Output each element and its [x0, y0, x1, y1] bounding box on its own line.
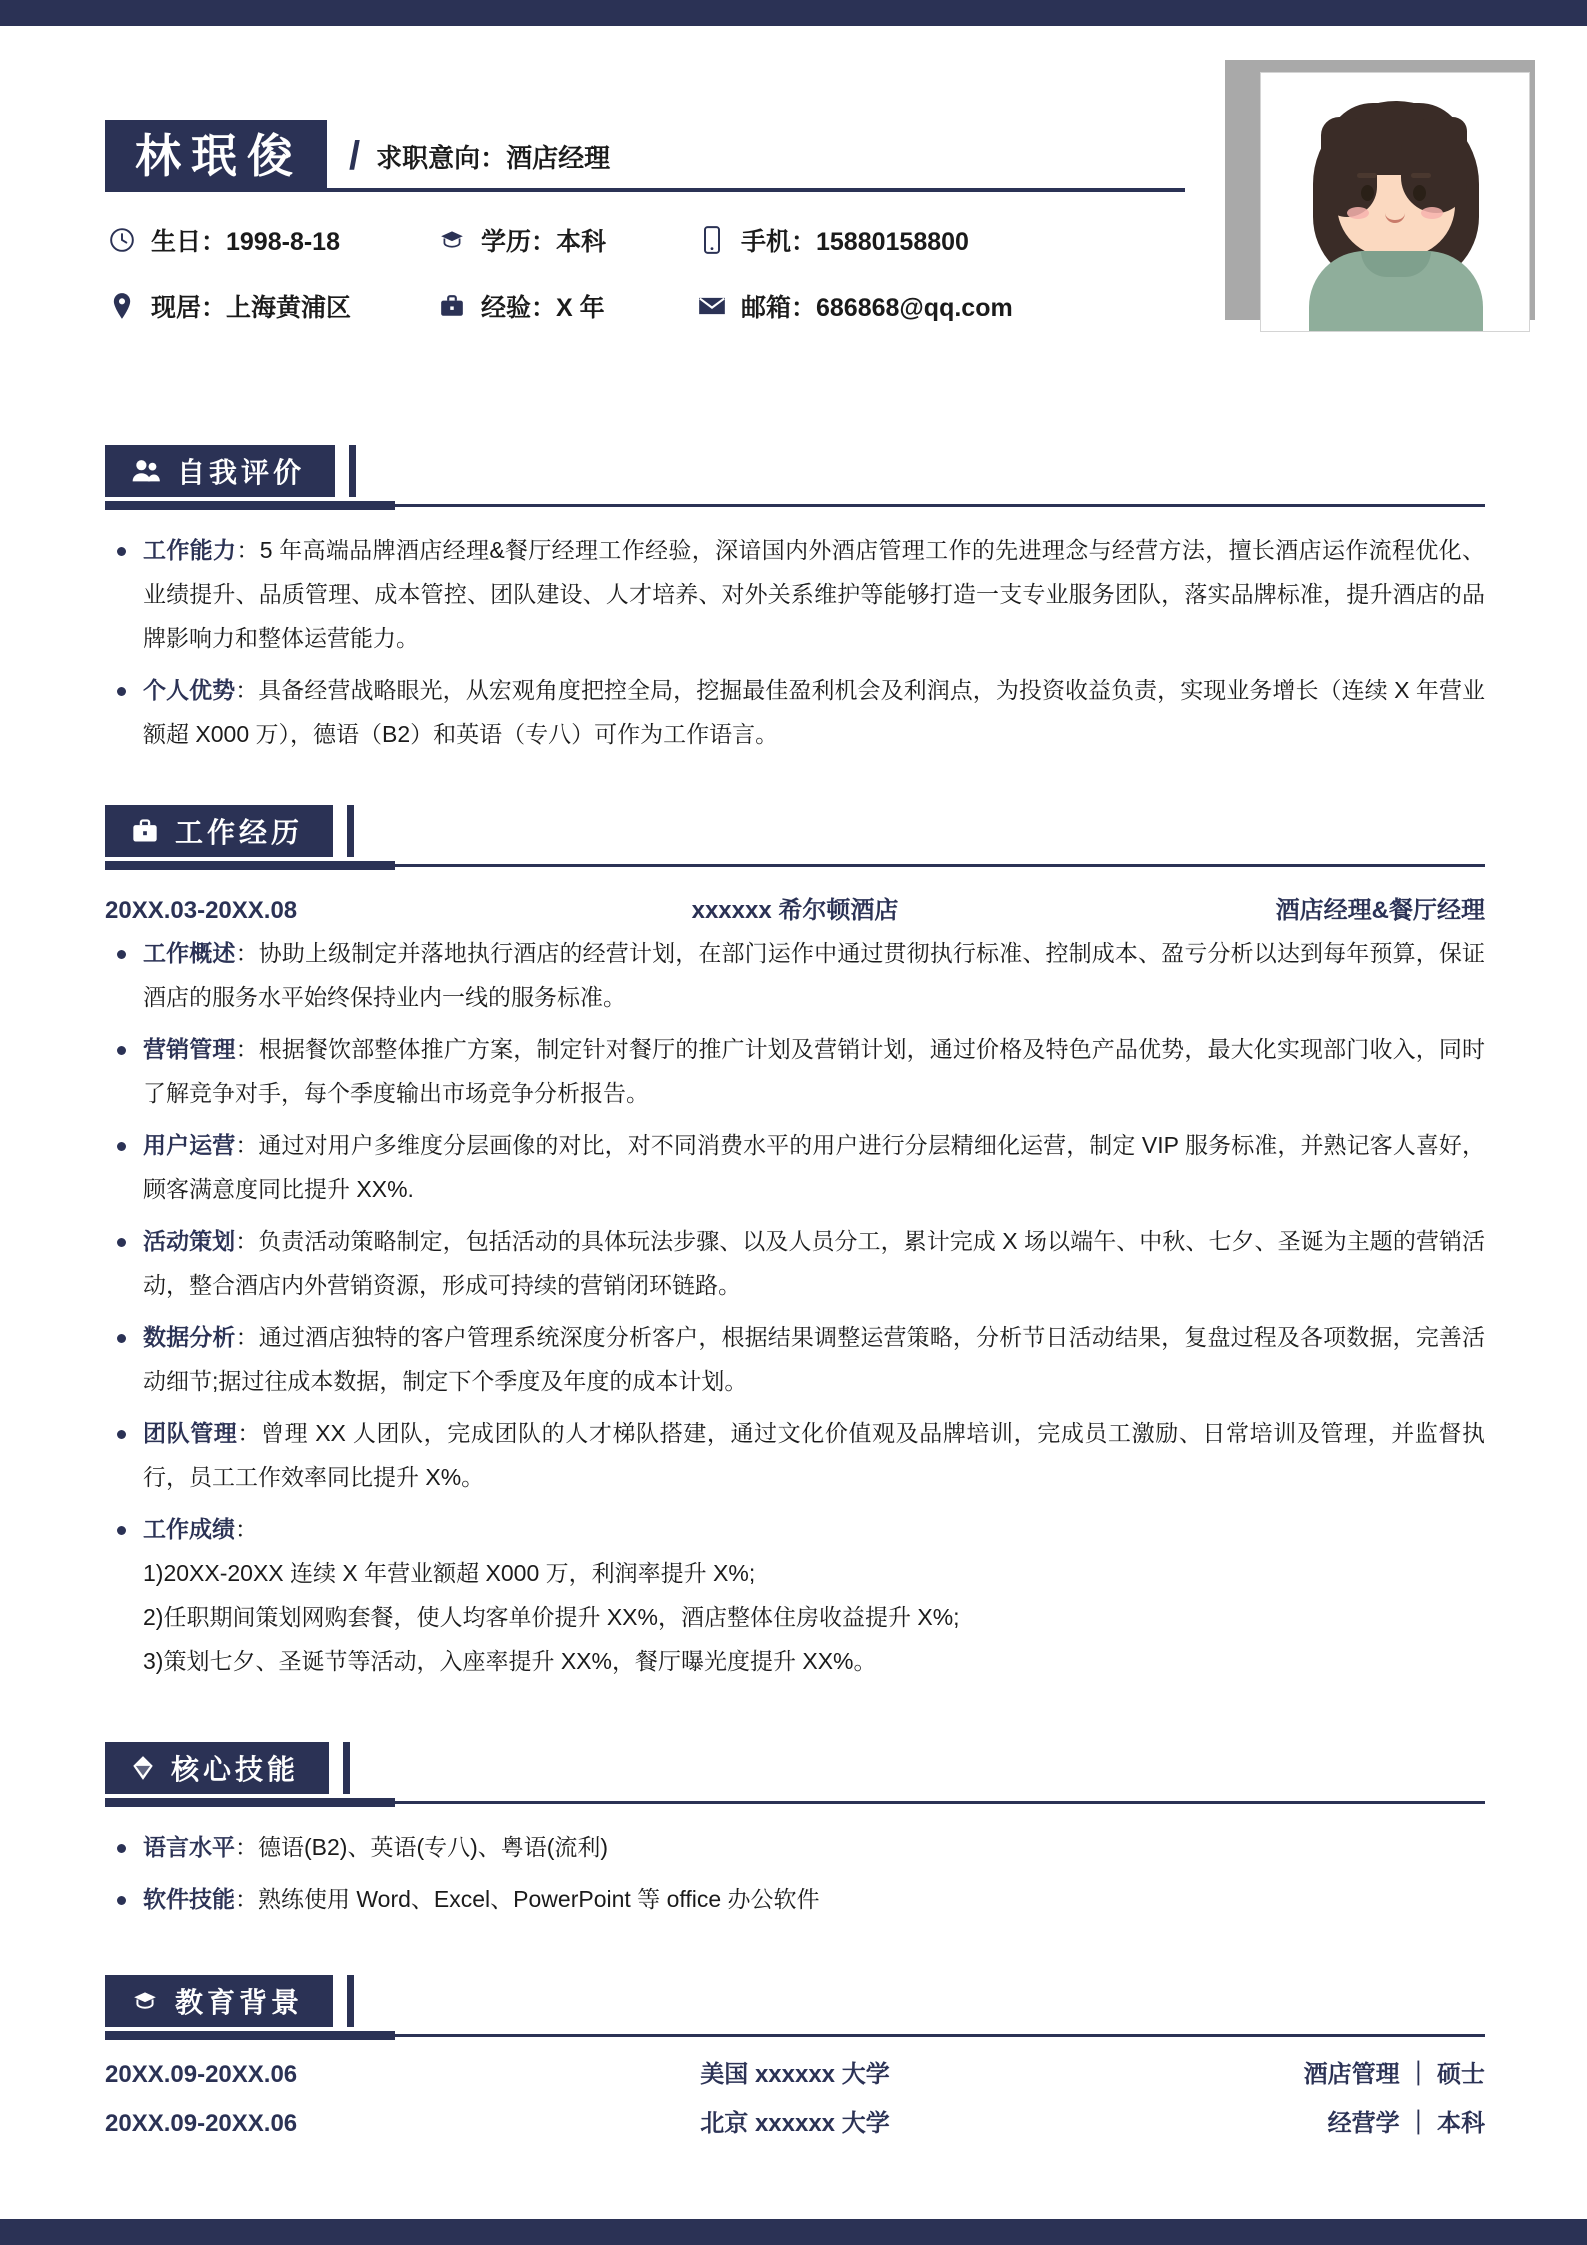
graduation-cap-icon: [435, 227, 469, 253]
list-item: [105, 931, 1485, 1019]
avatar-hair-left: [1321, 117, 1377, 217]
job-title: 酒店经理&餐厅经理: [1275, 897, 1485, 924]
bullet-label: 工作概述: [143, 940, 236, 966]
envelope-icon: [695, 295, 729, 317]
core-skills-title-chip: [105, 1742, 329, 1794]
education-dates: 20XX.09-20XX.06: [105, 2110, 298, 2137]
self-evaluation-title-tick: [349, 445, 356, 497]
bullet-label: 软件技能: [143, 1886, 235, 1912]
mobile-phone-icon: [695, 226, 729, 254]
bullet-label: 数据分析: [143, 1324, 236, 1350]
list-item: [105, 668, 1485, 756]
top-accent-bar: [0, 0, 1587, 26]
section-self-evaluation: [105, 445, 1485, 764]
education-heading: [105, 1975, 1485, 2027]
candidate-name: 林珉俊: [105, 120, 327, 188]
achievement-line: 1)20XX-20XX 连续 X 年营业额超 X000 万，利润率提升 X%;: [143, 1560, 756, 1586]
contact-phone-text: 手机：15880158800: [741, 228, 969, 256]
section-education: [105, 1975, 1485, 2138]
list-item: [105, 1825, 1485, 1869]
contact-education-level: [435, 222, 695, 258]
education-school: 美国 xxxxxx 大学: [700, 2061, 890, 2088]
bottom-accent-bar: [0, 2219, 1587, 2245]
avatar-blush-left: [1347, 207, 1369, 219]
self-evaluation-rule: [105, 501, 1485, 510]
education-degree: 经营学 ｜ 本科: [1327, 2110, 1485, 2137]
core-skills-list: [105, 1825, 1485, 1921]
core-skills-rule: [105, 1798, 1485, 1807]
list-item: [105, 1219, 1485, 1307]
section-core-skills: [105, 1742, 1485, 1929]
contact-experience: [435, 288, 695, 324]
briefcase-icon: [131, 818, 159, 844]
education-dates: 20XX.09-20XX.06: [105, 2061, 298, 2088]
self-evaluation-title: 自我评价: [177, 457, 306, 488]
education-school: 北京 xxxxxx 大学: [700, 2110, 890, 2137]
location-pin-icon: [105, 292, 139, 320]
list-item: [105, 1877, 1485, 1921]
bullet-text: ：具备经营战略眼光，从宏观角度把控全局，挖掘最佳盈利机会及利润点，为投资收益负责，实现业务增长（连续 X 年营业额超 X000 万），德语（B2）和英语（专八）可作为工作语言。: [143, 677, 1486, 747]
bullet-label: 工作成绩: [143, 1516, 235, 1542]
bullet-text: ：: [235, 1516, 258, 1542]
self-evaluation-heading: [105, 445, 1485, 497]
users-icon: [131, 458, 161, 484]
photo-frame: [1225, 60, 1535, 320]
list-item: [105, 1315, 1485, 1403]
job-company: xxxxxx 希尔顿酒店: [691, 897, 899, 924]
work-experience-title: 工作经历: [175, 817, 304, 848]
avatar-eye-left: [1361, 185, 1374, 201]
education-rule: [105, 2031, 1485, 2040]
contact-location: [105, 288, 435, 324]
avatar: [1260, 72, 1530, 332]
bullet-label: 工作能力: [143, 537, 237, 563]
contact-education-text: 学历：本科: [481, 228, 607, 256]
contact-info-grid: [105, 222, 1175, 324]
avatar-eye-right: [1413, 185, 1426, 201]
contact-birthday: [105, 222, 435, 258]
contact-experience-text: 经验：X 年: [481, 294, 605, 322]
name-row: [105, 120, 1185, 192]
work-experience-heading: [105, 805, 1485, 857]
avatar-eyebrow-left: [1357, 173, 1377, 178]
list-item: [105, 1027, 1485, 1115]
achievement-line: 2)任职期间策划网购套餐，使人均客单价提升 XX%，酒店整体住房收益提升 X%;: [143, 1604, 960, 1630]
bullet-text: ：通过酒店独特的客户管理系统深度分析客户，根据结果调整运营策略，分析节日活动结果，复盘过程及各项数据，完善活动细节;据过往成本数据，制定下个季度及年度的成本计划。: [143, 1324, 1486, 1394]
bullet-text: ：曾理 XX 人团队，完成团队的人才梯队搭建，通过文化价值观及品牌培训，完成员工激励、日常培训及管理，并监督执行，员工工作效率同比提升 X%。: [143, 1420, 1486, 1490]
bullet-label: 个人优势: [143, 677, 236, 703]
core-skills-title: 核心技能: [171, 1754, 300, 1785]
work-experience-rule: [105, 861, 1485, 870]
job-dates: 20XX.03-20XX.08: [105, 897, 298, 924]
briefcase-icon: [435, 294, 469, 318]
bullet-text: ：德语(B2)、英语(专八)、粤语(流利): [235, 1834, 609, 1860]
education-degree: 酒店管理 ｜ 硕士: [1303, 2061, 1485, 2088]
bullet-label: 用户运营: [143, 1132, 236, 1158]
graduation-cap-icon: [131, 1988, 159, 2014]
section-work-experience: [105, 805, 1485, 1683]
work-achievements: [105, 1551, 1485, 1683]
contact-email: [695, 288, 1175, 324]
bullet-text: ：通过对用户多维度分层画像的对比，对不同消费水平的用户进行分层精细化运营，制定 VIP 服务标准，并熟记客人喜好，顾客满意度同比提升 XX%.: [143, 1132, 1486, 1202]
contact-location-text: 现居：上海黄浦区: [151, 294, 352, 322]
work-experience-title-tick: [347, 805, 354, 857]
contact-phone: [695, 222, 1175, 258]
name-separator: /: [349, 134, 361, 178]
list-item: [105, 1411, 1485, 1499]
bullet-text: ：负责活动策略制定，包括活动的具体玩法步骤、以及人员分工，累计完成 X 场以端午、中秋、七夕、圣诞为主题的营销活动，整合酒店内外营销资源，形成可持续的营销闭环链路。: [143, 1228, 1486, 1298]
clock-icon: [105, 227, 139, 253]
table-row: [105, 2103, 1485, 2138]
achievement-line: 3)策划七夕、圣诞节等活动，入座率提升 XX%，餐厅曝光度提升 XX%。: [143, 1648, 877, 1674]
core-skills-title-tick: [343, 1742, 350, 1794]
list-item: [105, 528, 1485, 660]
diamond-icon: [131, 1755, 155, 1781]
bullet-text: ：根据餐饮部整体推广方案，制定针对餐厅的推广计划及营销计划，通过价格及特色产品优势，最大化实现部门收入，同时了解竞争对手，每个季度输出市场竞争分析报告。: [143, 1036, 1486, 1106]
bullet-text: ：熟练使用 Word、Excel、PowerPoint 等 office 办公软件: [235, 1886, 820, 1912]
contact-birthday-text: 生日：1998-8-18: [151, 228, 340, 256]
job-objective: 求职意向：酒店经理: [376, 143, 611, 173]
avatar-blush-right: [1421, 207, 1443, 219]
table-row: [105, 2054, 1485, 2089]
contact-email-text: 邮箱：686868@qq.com: [741, 294, 1013, 322]
avatar-hair-right: [1401, 117, 1467, 213]
education-title-chip: [105, 1975, 333, 2027]
bullet-text: ：协助上级制定并落地执行酒店的经营计划，在部门运作中通过贯彻执行标准、控制成本、盈亏分析以达到每年预算，保证酒店的服务水平始终保持业内一线的服务标准。: [143, 940, 1486, 1010]
bullet-text: ：5 年高端品牌酒店经理&餐厅经理工作经验，深谙国内外酒店管理工作的先进理念与经营方法，擅长酒店运作流程优化、业绩提升、品质管理、成本管控、团队建设、人才培养、对外关系维护等能够打造一支专业服务团队，落实品牌标准，提升酒店的品牌影响力和整体运营能力。: [143, 537, 1485, 651]
bullet-label: 语言水平: [143, 1834, 235, 1860]
work-experience-list: [105, 931, 1485, 1551]
self-evaluation-list: [105, 528, 1485, 756]
education-title-tick: [347, 1975, 354, 2027]
bullet-label: 团队管理: [143, 1420, 238, 1446]
education-title: 教育背景: [175, 1987, 304, 2018]
job-header-row: [105, 890, 1485, 925]
core-skills-heading: [105, 1742, 1485, 1794]
bullet-label: 活动策划: [143, 1228, 236, 1254]
list-item: [105, 1507, 1485, 1551]
self-evaluation-title-chip: [105, 445, 335, 497]
list-item: [105, 1123, 1485, 1211]
work-experience-title-chip: [105, 805, 333, 857]
bullet-label: 营销管理: [143, 1036, 236, 1062]
avatar-eyebrow-right: [1411, 173, 1431, 178]
